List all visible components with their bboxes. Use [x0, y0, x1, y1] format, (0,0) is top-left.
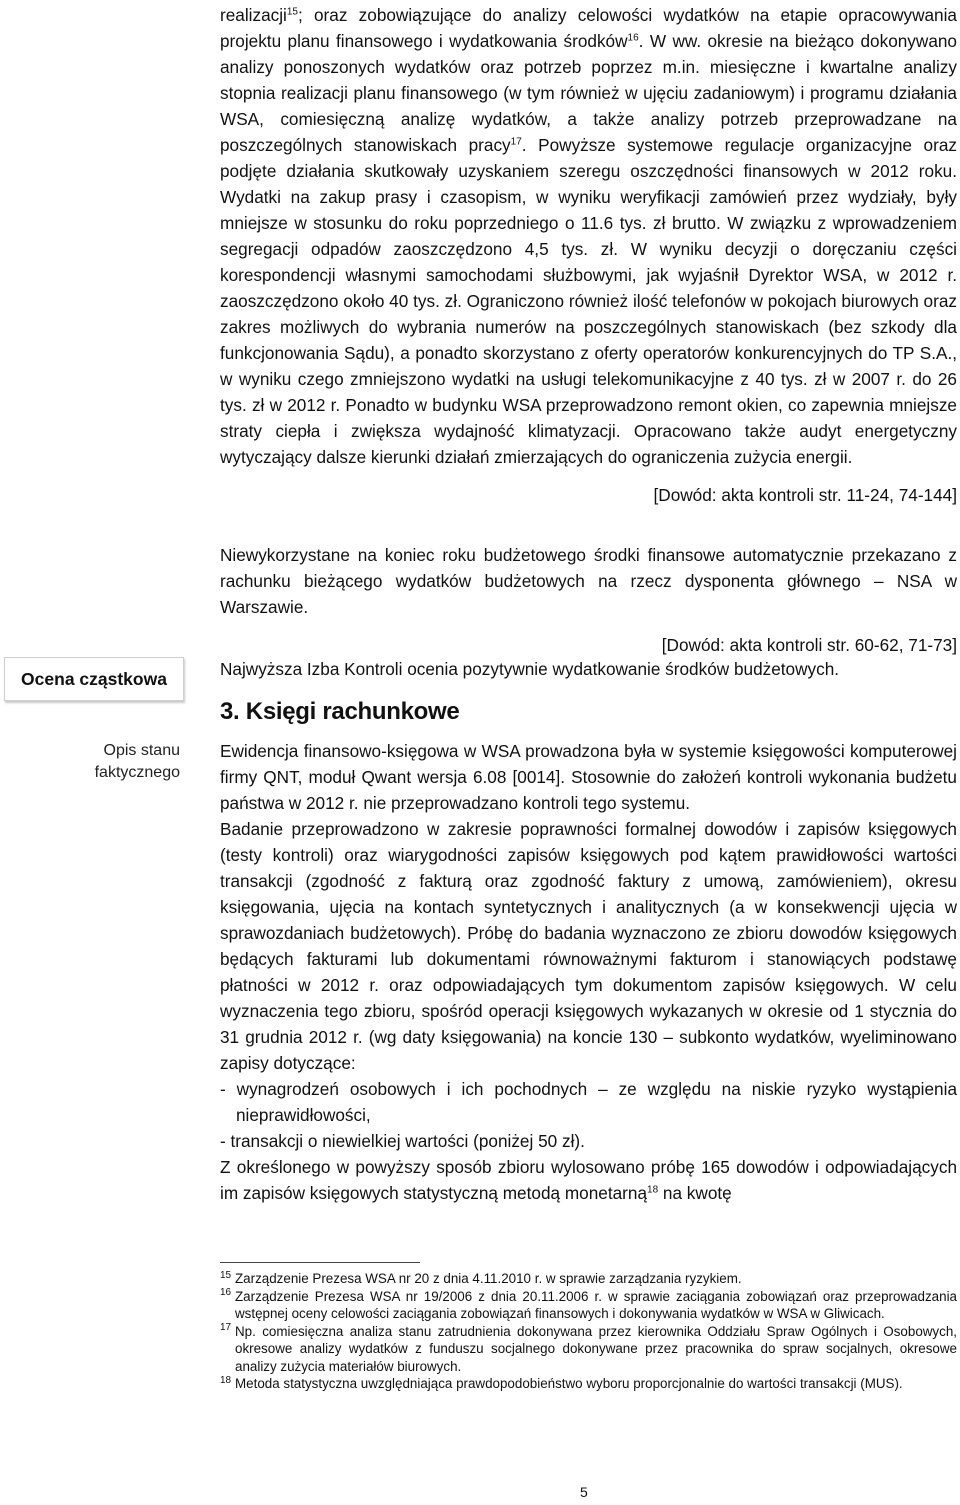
text-run: na kwotę: [658, 1183, 732, 1203]
paragraph-sample: [220, 1154, 957, 1206]
footnote-ref-15[interactable]: 15: [286, 6, 298, 18]
footnote: $^{16}$ Zarządzenie Prezesa WSA nr 19/2006 z dnia 20.11.2006 r. w sprawie zaciągania zobowiązań oraz przeprowadzania wstępnej oceny celowości zaciągania zobowiązań finansowych i dokonywania wydatków w WSA w Gliwicach.: [220, 1287, 957, 1321]
sidebar-facts-label-line2: faktycznego: [94, 764, 180, 781]
section-3: [220, 697, 957, 727]
text-run: ; oraz zobowiązujące do analizy celowości wydatków na etapie opracowywania projektu planu finansowego i wydatkowania środków: [220, 5, 957, 51]
list-item: - wynagrodzeń osobowych i ich pochodnych – ze względu na niskie ryzyko wystąpienia nieprawidłowości,: [220, 1079, 957, 1125]
sidebar-assessment-label: Ocena cząstkowa: [21, 668, 167, 689]
main-block-top: [220, 2, 957, 508]
text-run: realizacji: [220, 5, 287, 25]
text-run: . W ww. okresie na bieżąco dokonywano analizy ponoszonych wydatków oraz potrzeb poprzez m.in. miesięczne i kwartalne analizy stopnia realizacji planu finansowego (w tym również w ujęciu zadaniowym) i programu działania WSA, comiesięczną analizę wydatków, a także analizy potrzeb przeprowadzane na poszczególnych stanowiskach pracy: [220, 31, 957, 155]
paragraph-audit-scope: Badanie przeprowadzono w zakresie poprawności formalnej dowodów i zapisów księgowych (testy kontroli) oraz wiarygodności zapisów księgowych pod kątem prawidłowości wartości transakcji (zgodność z fakturą oraz zgodność faktury z umową, zamówieniem), okresu księgowania, ujęcia na kontach syntetycznych i analitycznych (a w konsekwencji ujęcia w sprawozdaniach budżetowych). Próbę do badania wyznaczono ze zbioru dowodów księgowych będących fakturami lub dokumentami równoważnymi fakturom i stanowiących podstawę płatności w 2012 r. oraz odpowiadających tym dokumentom zapisów księgowych. W celu wyznaczenia tego zbioru, spośród operacji księgowych wykazanych w okresie od 1 stycznia do 31 grudnia 2012 r. (wg daty księgowania) na koncie 130 – subkonto wydatków, wyeliminowano zapisy dotyczące:: [220, 819, 957, 1073]
page-number: 5: [580, 1484, 588, 1500]
main-block-assessment: [220, 656, 957, 682]
footnote-text: Metoda statystyczna uwzględniająca prawdopodobieństwo wyboru proporcjonalnie do wartości transakcji (MUS).: [235, 1376, 903, 1391]
sidebar-assessment-box: [4, 657, 184, 701]
evidence-reference-1: [Dowód: akta kontroli str. 11-24, 74-144]: [653, 485, 957, 505]
footnote: $^{17}$ Np. comiesięczna analiza stanu zatrudnienia dokonywana przez kierownika Oddziału Spraw Ogólnych i Osobowych, okresowe analizy wydatków z funduszu socjalnego dokonywane przez pracownika do spraw socjalnych, okresowe analizy zużycia materiałów biurowych.: [220, 1322, 957, 1374]
footnote-ref-17[interactable]: 17: [510, 136, 522, 148]
list-item: - transakcji o niewielkiej wartości (poniżej 50 zł).: [220, 1131, 585, 1151]
footnote-ref-18[interactable]: 18: [647, 1184, 659, 1196]
paragraph-accounting-system: Ewidencja finansowo-księgowa w WSA prowadzona była w systemie księgowości komputerowej firmy QNT, moduł Qwant wersja 6.08 [0014]. Stosownie do założeń kontroli wykonania budżetu państwa w 2012 r. nie przeprowadzano kontroli tego systemu.: [220, 741, 957, 813]
paragraph-unspent-funds: Niewykorzystane na koniec roku budżetowego środki finansowe automatycznie przekazano z rachunku bieżącego wydatków budżetowych na rzecz dysponenta głównego – NSA w Warszawie.: [220, 545, 957, 617]
footnote-text: Zarządzenie Prezesa WSA nr 20 z dnia 4.11.2010 r. w sprawie zarządzania ryzykiem.: [235, 1271, 742, 1286]
main-block-unspent-funds: [220, 542, 957, 658]
footnote: $^{15}$ Zarządzenie Prezesa WSA nr 20 z dnia 4.11.2010 r. w sprawie zarządzania ryzykiem.: [220, 1269, 742, 1286]
evidence-reference-2: [Dowód: akta kontroli str. 60-62, 71-73]: [661, 635, 957, 655]
footnote: $^{18}$ Metoda statystyczna uwzględniająca prawdopodobieństwo wyboru proporcjonalnie do wartości transakcji (MUS).: [220, 1374, 903, 1391]
footnote-text: Np. comiesięczna analiza stanu zatrudnienia dokonywana przez kierownika Oddziału Spraw Ogólnych i Osobowych, okresowe analizy wydatków z funduszu socjalnego dokonywane przez pracownika do spraw socjalnych, okresowe analizy zużycia materiałów biurowych.: [235, 1323, 957, 1374]
sidebar-facts-label: [60, 740, 180, 784]
section-heading: 3. Księgi rachunkowe: [220, 698, 460, 725]
sidebar-facts-label-line1: Opis stanu: [103, 742, 180, 759]
footnotes: [220, 1270, 957, 1393]
text-run: . Powyższe systemowe regulacje organizacyjne oraz podjęte działania skutkowały uzyskaniem szeregu oszczędności finansowych w 2012 roku. Wydatki na zakup prasy i czasopism, w wyniku weryfikacji zamówień przez wydziały, były mniejsze w stosunku do roku poprzedniego o 11.6 tys. zł brutto. W związku z wprowadzeniem segregacji odpadów zaoszczędzono 4,5 tys. zł. W wyniku decyzji o doręczaniu części korespondencji własnymi samochodami służbowymi, jak wyjaśnił Dyrektor WSA, w 2012 r. zaoszczędzono około 40 tys. zł. Ograniczono również ilość telefonów w pokojach biurowych oraz zakres możliwych do wybrania numerów na poszczególnych stanowiskach (bez szkody dla funkcjonowania Sądu), a ponadto skorzystano z oferty operatorów konkurencyjnych do TP S.A., w wyniku czego zmniejszono wydatki na usługi telekomunikacyjne z 40 tys. zł w 2007 r. do 26 tys. zł w 2012 r. Ponadto w budynku WSA przeprowadzono remont okien, co zapewnia mniejsze straty ciepła i zwiększa wydajność klimatyzacji. Opracowano także audyt energetyczny wytyczający dalsze kierunki działań zmierzających do ograniczenia zużycia energii.: [220, 135, 957, 467]
footnote-ref-16[interactable]: 16: [627, 32, 639, 44]
main-block-accounting: [220, 738, 957, 1206]
footnote-separator: [220, 1262, 420, 1263]
text-run: Z określonego w powyższy sposób zbioru wylosowano próbę 165 dowodów i odpowiadających im zapisów księgowych statystyczną metodą monetarną: [220, 1157, 957, 1203]
paragraph-assessment: Najwyższa Izba Kontroli ocenia pozytywnie wydatkowanie środków budżetowych.: [220, 659, 840, 679]
paragraph-savings: [220, 2, 957, 470]
footnote-text: Zarządzenie Prezesa WSA nr 19/2006 z dnia 20.11.2006 r. w sprawie zaciągania zobowiązań oraz przeprowadzania wstępnej oceny celowości zaciągania zobowiązań finansowych i dokonywania wydatków w WSA w Gliwicach.: [235, 1288, 957, 1321]
